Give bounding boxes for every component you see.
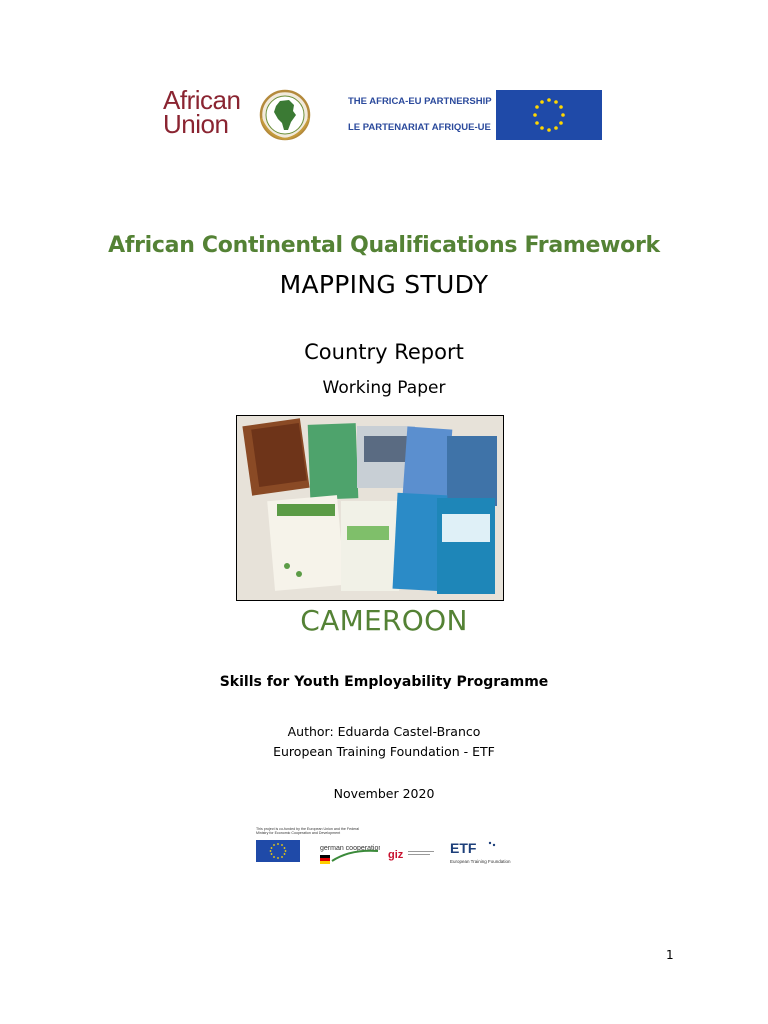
- organization-line: European Training Foundation - ETF: [273, 744, 495, 759]
- author-line: Author: Eduarda Castel-Branco: [287, 724, 481, 739]
- country-report-title: Country Report: [304, 340, 464, 364]
- programme-name: Skills for Youth Employability Programme: [219, 674, 549, 690]
- publication-date: November 2020: [333, 786, 435, 801]
- au-logo-line2: Union: [163, 109, 229, 139]
- german-cooperation-label: german cooperation: [320, 845, 380, 852]
- country-name: CAMEROON: [300, 604, 468, 637]
- african-union-logo-text: [163, 85, 258, 139]
- funding-note: This project is co-funded by the European Union and the Federal Ministry for Economic Cooperation and Development: [256, 827, 360, 835]
- page-number: 1: [666, 948, 674, 962]
- working-paper-label: Working Paper: [322, 378, 446, 398]
- partnership-english: THE AFRICA-EU PARTNERSHIP: [348, 96, 492, 107]
- framework-title: African Continental Qualifications Framework: [108, 233, 660, 258]
- africa-eu-partnership: [348, 96, 498, 148]
- footer-eu-flag-icon: [256, 840, 300, 862]
- etf-subtitle: European Training Foundation: [450, 859, 511, 864]
- partnership-french: LE PARTENARIAT AFRIQUE-UE: [348, 122, 491, 133]
- giz-label: giz: [388, 849, 404, 861]
- etf-logo: [450, 838, 512, 866]
- mapping-study-title: MAPPING STUDY: [279, 270, 489, 299]
- au-logo-line1: African: [163, 85, 241, 115]
- eu-flag-icon: [496, 90, 602, 140]
- reports-photo: [236, 415, 504, 601]
- african-union-emblem-icon: [256, 88, 314, 142]
- german-cooperation-logo: [320, 839, 380, 867]
- giz-logo: [388, 845, 440, 863]
- etf-label: ETF: [450, 840, 477, 856]
